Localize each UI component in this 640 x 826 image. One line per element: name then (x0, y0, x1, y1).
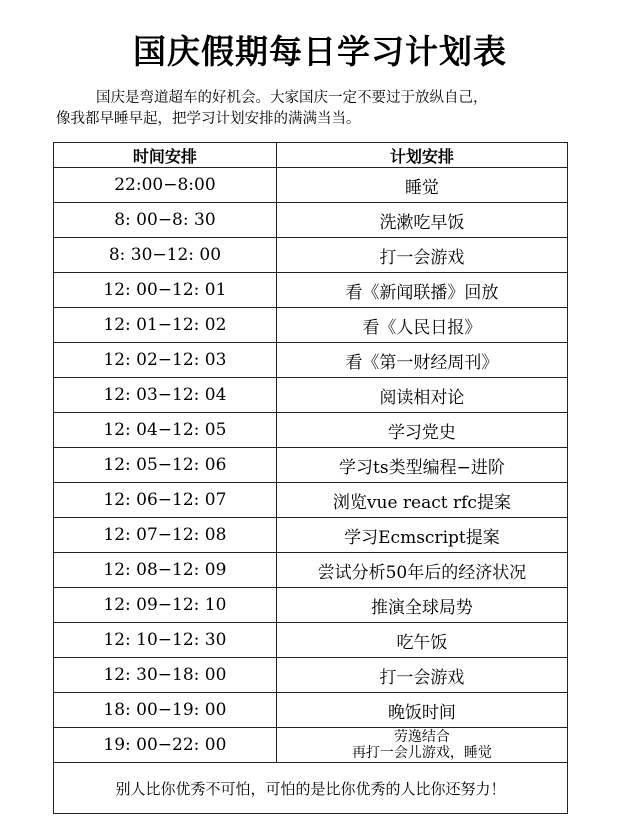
plan-cell (276, 728, 567, 763)
header-plan: 计划安排 (276, 143, 567, 168)
plan-cell: 看《第一财经周刊》 (276, 343, 567, 378)
table-row (54, 588, 568, 623)
table-row (54, 483, 568, 518)
time-cell: 12: 01−12: 02 (54, 308, 277, 343)
table-row (54, 308, 568, 343)
table-row (54, 728, 568, 763)
plan-cell: 吃午饭 (276, 623, 567, 658)
plan-cell: 看《新闻联播》回放 (276, 273, 567, 308)
plan-cell: 打一会游戏 (276, 658, 567, 693)
table-row (54, 413, 568, 448)
table-row (54, 658, 568, 693)
time-cell: 12: 03−12: 04 (54, 378, 277, 413)
time-cell: 8: 00−8: 30 (54, 203, 277, 238)
plan-cell: 学习党史 (276, 413, 567, 448)
intro-line-1: 国庆是弯道超车的好机会。大家国庆一定不要过于放纵自己， (96, 90, 488, 106)
time-cell: 12: 05−12: 06 (54, 448, 277, 483)
table-row (54, 693, 568, 728)
intro-paragraph (56, 88, 576, 130)
time-cell: 12: 00−12: 01 (54, 273, 277, 308)
time-cell: 12: 09−12: 10 (54, 588, 277, 623)
plan-cell: 洗漱吃早饭 (276, 203, 567, 238)
header-time: 时间安排 (54, 143, 277, 168)
table-row (54, 378, 568, 413)
plan-cell: 学习Ecmscript提案 (276, 518, 567, 553)
plan-cell-line-1: 劳逸结合 (393, 729, 450, 745)
time-cell: 18: 00−19: 00 (54, 693, 277, 728)
table-row (54, 553, 568, 588)
time-cell: 12: 08−12: 09 (54, 553, 277, 588)
table-row (54, 448, 568, 483)
table-row (54, 343, 568, 378)
schedule-table (53, 142, 568, 814)
time-cell: 19: 00−22: 00 (54, 728, 277, 763)
table-row (54, 238, 568, 273)
table-row (54, 518, 568, 553)
table-row (54, 273, 568, 308)
plan-cell: 推演全球局势 (276, 588, 567, 623)
plan-cell: 晚饭时间 (276, 693, 567, 728)
table-row (54, 203, 568, 238)
time-cell: 12: 04−12: 05 (54, 413, 277, 448)
footer-motto: 别人比你优秀不可怕，可怕的是比你优秀的人比你还努力！ (54, 763, 568, 814)
time-cell: 12: 10−12: 30 (54, 623, 277, 658)
plan-cell: 睡觉 (276, 168, 567, 203)
time-cell: 12: 30−18: 00 (54, 658, 277, 693)
plan-cell: 浏览vue react rfc提案 (276, 483, 567, 518)
plan-cell: 看《人民日报》 (276, 308, 567, 343)
time-cell: 12: 02−12: 03 (54, 343, 277, 378)
plan-cell-line-2: 再打一会儿游戏，睡觉 (351, 745, 492, 761)
table-footer-row (54, 763, 568, 814)
table-row (54, 168, 568, 203)
time-cell: 8: 30−12: 00 (54, 238, 277, 273)
plan-cell: 打一会游戏 (276, 238, 567, 273)
time-cell: 22:00−8:00 (54, 168, 277, 203)
intro-line-2: 像我都早睡早起，把学习计划安排的满满当当。 (56, 111, 361, 127)
table-row (54, 623, 568, 658)
page-title: 国庆假期每日学习计划表 (133, 32, 507, 71)
plan-cell: 学习ts类型编程−进阶 (276, 448, 567, 483)
time-cell: 12: 06−12: 07 (54, 483, 277, 518)
table-header-row (54, 143, 568, 168)
plan-cell: 阅读相对论 (276, 378, 567, 413)
plan-cell: 尝试分析50年后的经济状况 (276, 553, 567, 588)
time-cell: 12: 07−12: 08 (54, 518, 277, 553)
